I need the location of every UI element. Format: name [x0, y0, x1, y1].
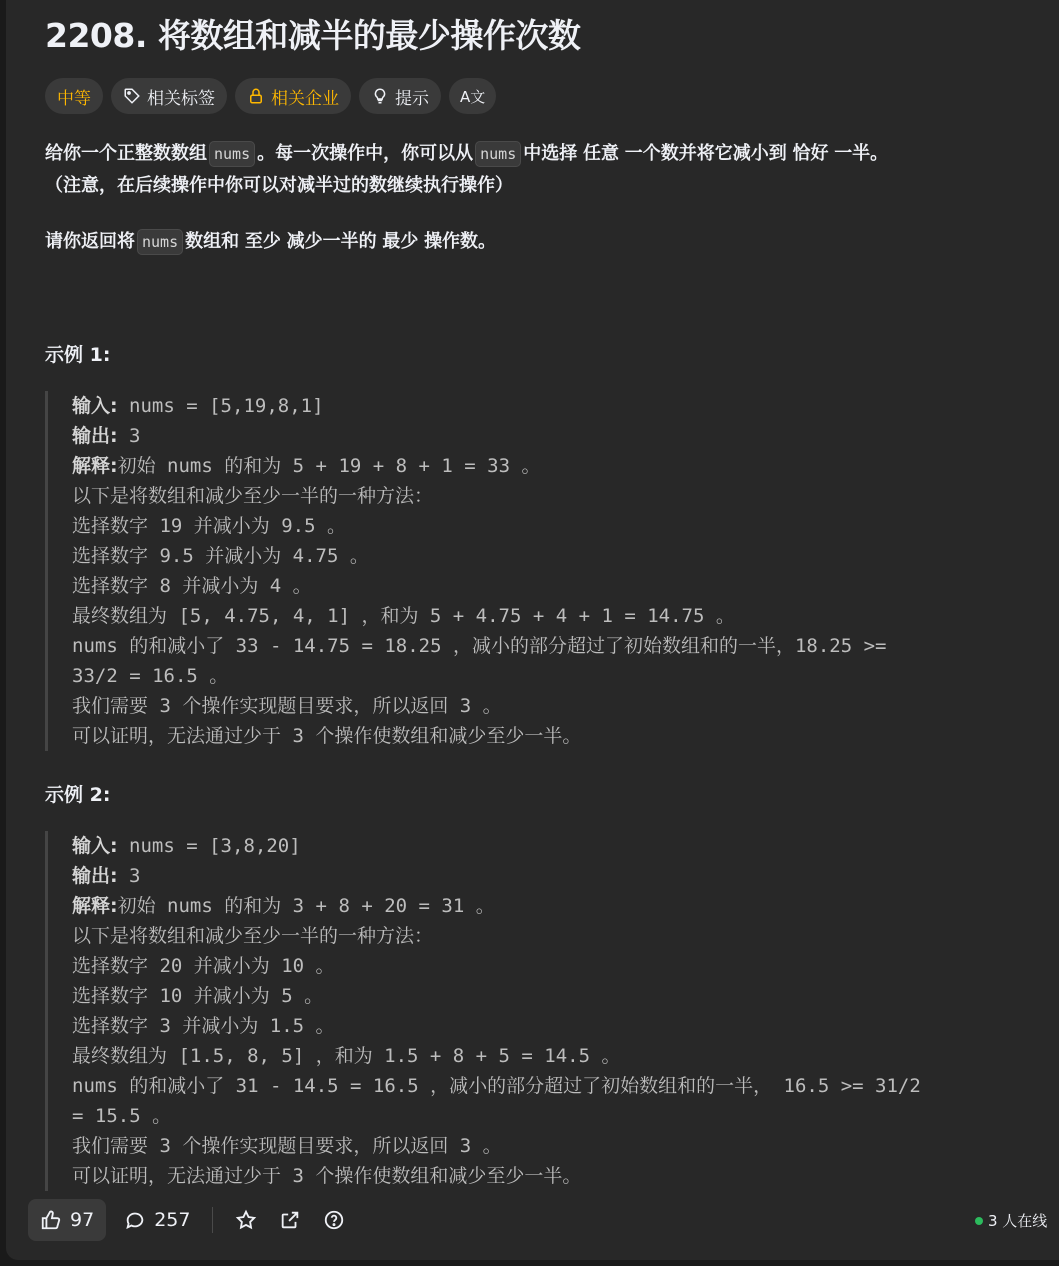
lock-icon: [247, 87, 265, 105]
online-indicator: [975, 1210, 1047, 1231]
example-1-block: [45, 391, 887, 751]
explain-line: 以下是将数组和减少至少一半的一种方法：: [72, 485, 434, 507]
explain-line: nums 的和减小了 31 - 14.5 = 16.5 ，减小的部分超过了初始数组和的一半， 16.5 >= 31/2: [72, 1075, 921, 1097]
desc-text: 给你一个正整数数组: [45, 143, 207, 164]
desc-text: 中选择: [523, 143, 578, 164]
translate-icon: A文: [460, 87, 486, 106]
like-button[interactable]: [28, 1199, 106, 1241]
divider: [212, 1207, 213, 1233]
example-2-title: 示例 2:: [45, 784, 111, 806]
help-button[interactable]: [323, 1209, 345, 1231]
example-output: 3: [117, 425, 141, 447]
difficulty-tag[interactable]: [45, 78, 103, 114]
output-label: 输出:: [72, 425, 118, 447]
explain-line: 选择数字 10 并减小为 5 。: [72, 985, 324, 1007]
desc-bold: 至少: [244, 231, 281, 252]
explain-line: 选择数字 19 并减小为 9.5 。: [72, 515, 346, 537]
example-output: 3: [117, 865, 141, 887]
explain-line: 33/2 = 16.5 。: [72, 665, 229, 687]
desc-bold: 任意: [582, 143, 619, 164]
comments-button[interactable]: [124, 1209, 190, 1231]
star-icon: [235, 1209, 257, 1231]
explain-line: 可以证明，无法通过少于 3 个操作使数组和减少至少一半。: [72, 725, 582, 747]
desc-text: 一半。: [834, 143, 889, 164]
explain-label: 解释:: [72, 895, 118, 917]
problem-panel: [6, 0, 1059, 1260]
explain-line: nums 的和减小了 33 - 14.75 = 18.25 ，减小的部分超过了初始数组和的一半，18.25 >=: [72, 635, 887, 657]
input-label: 输入:: [72, 835, 118, 857]
explain-line: 我们需要 3 个操作实现题目要求，所以返回 3 。: [72, 1135, 502, 1157]
difficulty-label: 中等: [57, 88, 91, 109]
tag-icon: [123, 87, 141, 105]
explain-line: 我们需要 3 个操作实现题目要求，所以返回 3 。: [72, 695, 502, 717]
inline-code: nums: [475, 141, 521, 167]
comment-count: 257: [154, 1209, 191, 1231]
online-dot-icon: [975, 1217, 983, 1225]
desc-note: （注意，在后续操作中你可以对减半过的数继续执行操作）: [45, 175, 513, 196]
explain-label: 解释:: [72, 455, 118, 477]
inline-code: nums: [209, 141, 255, 167]
share-button[interactable]: [279, 1209, 301, 1231]
related-tags-label: 相关标签: [147, 88, 215, 109]
example-input: nums = [3,8,20]: [117, 835, 301, 857]
description-paragraph-2: [45, 226, 496, 258]
output-label: 输出:: [72, 865, 118, 887]
related-companies-button[interactable]: [235, 78, 351, 114]
like-count: 97: [70, 1209, 95, 1231]
related-tags-button[interactable]: [111, 78, 227, 114]
explain-line: 最终数组为 [1.5, 8, 5] ，和为 1.5 + 8 + 5 = 14.5 。: [72, 1045, 621, 1067]
online-count: 3 人在线: [988, 1212, 1048, 1230]
explain-line: 选择数字 9.5 并减小为 4.75 。: [72, 545, 369, 567]
related-companies-label: 相关企业: [271, 88, 339, 109]
thumbs-up-icon: [40, 1209, 62, 1231]
hint-button[interactable]: [359, 78, 441, 114]
favorite-button[interactable]: [235, 1209, 257, 1231]
explain-line: 最终数组为 [5, 4.75, 4, 1] ，和为 5 + 4.75 + 4 + 1 = 14.75 。: [72, 605, 735, 627]
explain-line: 选择数字 8 并减小为 4 。: [72, 575, 312, 597]
question-circle-icon: [323, 1209, 345, 1231]
desc-text: 数组和: [185, 231, 240, 252]
translate-button[interactable]: [449, 78, 496, 114]
lightbulb-icon: [371, 87, 389, 105]
action-bar: [28, 1198, 1059, 1242]
explain-line: 初始 nums 的和为 5 + 19 + 8 + 1 = 33 。: [117, 455, 541, 477]
desc-text: 减少一半的: [286, 231, 377, 252]
problem-title: 2208. 将数组和减半的最少操作次数: [45, 16, 581, 55]
desc-bold: 最少: [382, 231, 419, 252]
example-input: nums = [5,19,8,1]: [117, 395, 324, 417]
desc-text: 。每一次操作中，你可以从: [257, 143, 474, 164]
hint-label: 提示: [395, 88, 429, 109]
example-2-block: [45, 831, 921, 1191]
example-1-title: 示例 1:: [45, 344, 111, 366]
desc-text: 一个数并将它减小到: [624, 143, 787, 164]
explain-line: = 15.5 。: [72, 1105, 172, 1127]
comment-icon: [124, 1209, 146, 1231]
tag-row: [45, 78, 496, 114]
inline-code: nums: [137, 229, 183, 255]
desc-text: 请你返回将: [45, 231, 135, 252]
description-paragraph-1: [45, 138, 888, 202]
desc-bold: 恰好: [792, 143, 829, 164]
explain-line: 选择数字 3 并减小为 1.5 。: [72, 1015, 335, 1037]
share-icon: [279, 1209, 301, 1231]
input-label: 输入:: [72, 395, 118, 417]
explain-line: 初始 nums 的和为 3 + 8 + 20 = 31 。: [117, 895, 495, 917]
explain-line: 以下是将数组和减少至少一半的一种方法：: [72, 925, 434, 947]
explain-line: 可以证明，无法通过少于 3 个操作使数组和减少至少一半。: [72, 1165, 582, 1187]
desc-text: 操作数。: [424, 231, 497, 252]
explain-line: 选择数字 20 并减小为 10 。: [72, 955, 335, 977]
